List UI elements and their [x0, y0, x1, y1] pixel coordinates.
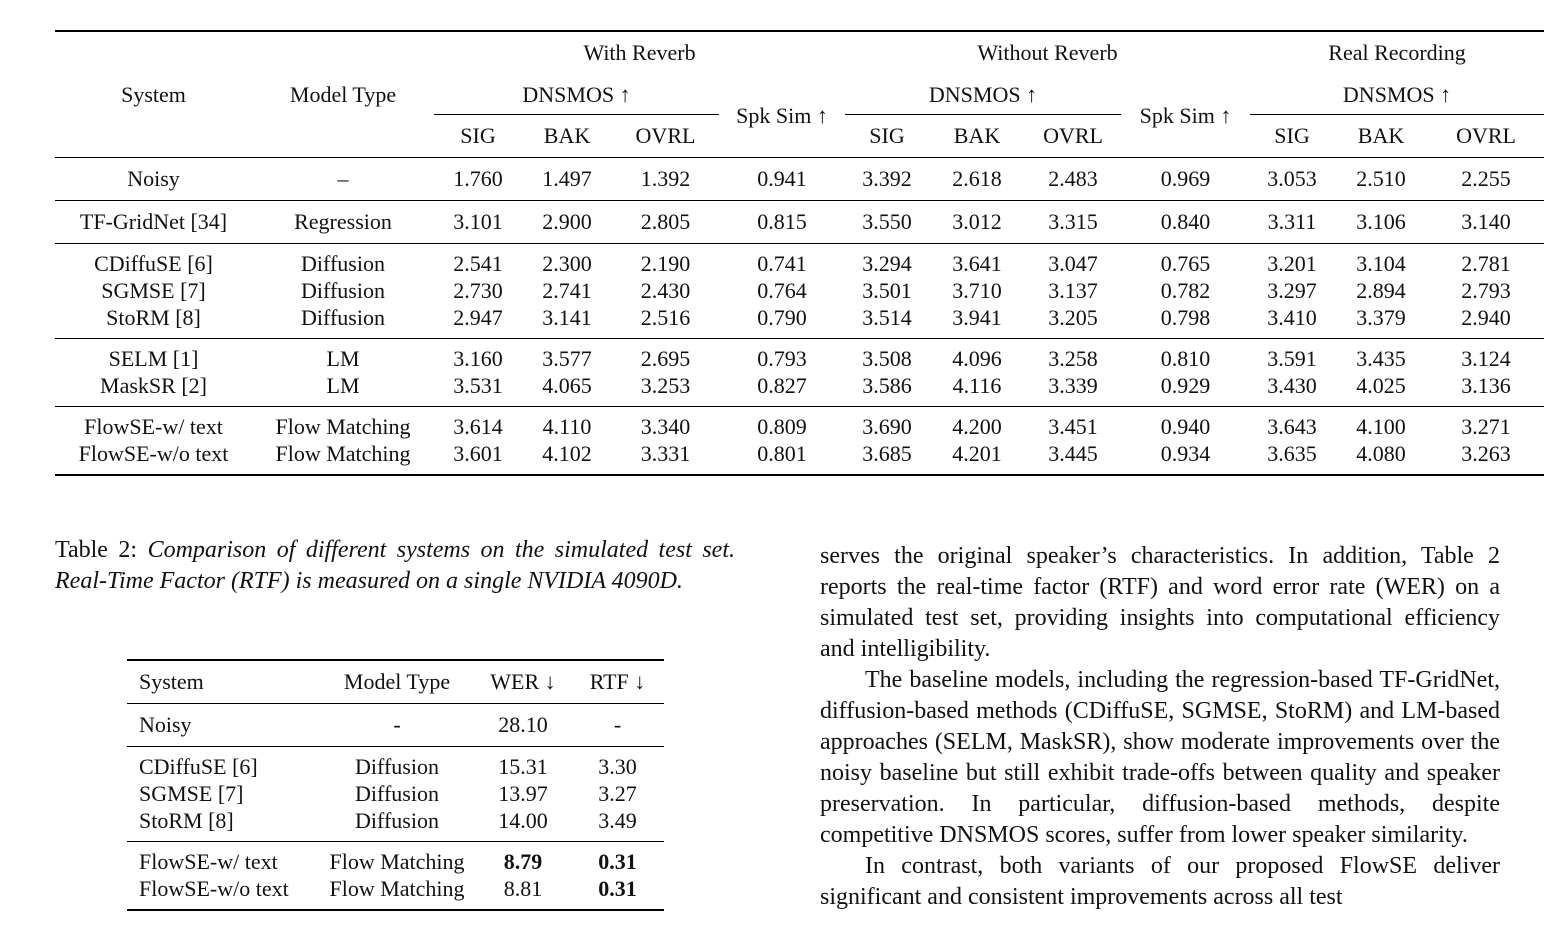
cell-value: 0.809 [719, 407, 845, 441]
cell-value: 4.100 [1334, 407, 1428, 441]
cell-value: 3.501 [862, 277, 912, 303]
header-without-reverb: Without Reverb [845, 31, 1250, 74]
cell-value: 2.781 [1428, 244, 1544, 278]
cell-value: 3.941 [952, 304, 1002, 330]
table-row [55, 244, 1544, 278]
table-row [127, 704, 664, 747]
cell-value: 4.116 [952, 372, 1002, 398]
cell-model-type: Diffusion [252, 244, 434, 278]
cell-value: 3.690 [845, 407, 929, 441]
cell-model-type: – [252, 158, 434, 201]
cell-value: 2.730 [453, 277, 503, 303]
cell-wer: 8.81 [475, 875, 571, 910]
cell-value: 2.947 [453, 304, 503, 330]
header-model-type: Model Type [252, 31, 434, 158]
table-row [127, 875, 664, 910]
cell-value: 3.641 [929, 244, 1025, 278]
cell-rtf: 0.31 [571, 842, 664, 876]
header-sig: SIG [1274, 123, 1310, 148]
cell-value: 3.550 [845, 201, 929, 244]
cell-value: 3.508 [845, 339, 929, 373]
cell-value: 2.541 [434, 244, 522, 278]
table-row [127, 780, 664, 807]
cell-value: 2.190 [612, 244, 719, 278]
header-with-reverb: With Reverb [434, 31, 845, 74]
header-real-recording: Real Recording [1250, 31, 1544, 74]
cell-value: 0.969 [1121, 158, 1250, 201]
cell-system: SGMSE [7] [139, 780, 244, 806]
cell-model-type: Diffusion [355, 807, 439, 833]
cell-value: 0.764 [757, 277, 807, 303]
cell-value: 3.053 [1250, 158, 1334, 201]
cell-model-type: Diffusion [301, 277, 385, 303]
cell-value: 4.065 [542, 372, 592, 398]
cell-value: 4.110 [522, 407, 612, 441]
cell-value: 4.025 [1356, 372, 1406, 398]
cell-value: 0.941 [719, 158, 845, 201]
cell-value: 3.012 [929, 201, 1025, 244]
cell-value: 3.137 [1048, 277, 1098, 303]
t2-header-system: System [127, 660, 319, 704]
cell-system: FlowSE-w/ text [55, 407, 252, 441]
cell-value: 2.695 [612, 339, 719, 373]
cell-value: 0.765 [1121, 244, 1250, 278]
header-ovrl: OVRL [1043, 123, 1103, 148]
cell-value: 2.510 [1334, 158, 1428, 201]
body-text-column [820, 541, 1500, 913]
header-sig: SIG [460, 123, 496, 148]
cell-value: 3.451 [1025, 407, 1121, 441]
cell-model-type: Flow Matching [319, 842, 475, 876]
cell-value: 2.255 [1428, 158, 1544, 201]
table-row [127, 842, 664, 876]
cell-system: StoRM [8] [106, 304, 201, 330]
cell-value: 3.140 [1428, 201, 1544, 244]
cell-value: 3.379 [1356, 304, 1406, 330]
cell-value: 0.782 [1160, 277, 1211, 303]
table-row [55, 158, 1544, 201]
cell-system: CDiffuSE [6] [55, 244, 252, 278]
cell-value: 3.643 [1250, 407, 1334, 441]
cell-value: 3.435 [1334, 339, 1428, 373]
table2-caption [55, 535, 735, 597]
cell-wer: 15.31 [475, 747, 571, 781]
cell-value: 3.445 [1025, 440, 1121, 475]
cell-rtf: 3.49 [598, 807, 637, 833]
cell-rtf: - [571, 704, 664, 747]
cell-value: 3.263 [1428, 440, 1544, 475]
t2-header-rtf: RTF ↓ [571, 660, 664, 704]
paragraph-2: The baseline models, including the regression-based TF-GridNet, diffusion-based methods (CDiffuSE, SGMSE, StoRM) and LM-based approaches (SELM, MaskSR), show moderate improvements over the noisy baseline but still exhibit trade-offs between quality and speaker preservation. In particular, diffusion-based methods, despite competitive DNSMOS scores, suffer from lower speaker similarity. [820, 667, 1500, 848]
cell-model-type: Flow Matching [252, 440, 434, 475]
cell-model-type: Diffusion [319, 747, 475, 781]
cell-value: 3.531 [453, 372, 503, 398]
cell-system: MaskSR [2] [100, 372, 207, 398]
cell-wer: 14.00 [498, 807, 548, 833]
cell-model-type: - [319, 704, 475, 747]
cell-value: 3.271 [1428, 407, 1544, 441]
header-bak: BAK [953, 123, 1001, 148]
header-ovrl: OVRL [1456, 123, 1516, 148]
header-system: System [55, 31, 252, 158]
cell-rtf: 3.30 [571, 747, 664, 781]
cell-value: 4.102 [522, 440, 612, 475]
table2-header-row [127, 660, 664, 704]
cell-value: 3.297 [1267, 277, 1317, 303]
table-row [55, 407, 1544, 441]
cell-value: 0.741 [719, 244, 845, 278]
table-row [127, 747, 664, 781]
cell-value: 2.805 [612, 201, 719, 244]
table-row [55, 201, 1544, 244]
cell-value: 0.810 [1121, 339, 1250, 373]
cell-value: 3.141 [542, 304, 592, 330]
paragraph-3: In contrast, both variants of our proposed FlowSE deliver significant and consistent improvements across all test [820, 853, 1500, 910]
cell-wer: 8.79 [475, 842, 571, 876]
cell-value: 2.741 [542, 277, 592, 303]
cell-value: 4.080 [1334, 440, 1428, 475]
header-dnsmos-real: DNSMOS ↑ [1250, 74, 1544, 115]
cell-value: 3.614 [434, 407, 522, 441]
cell-value: 3.410 [1267, 304, 1317, 330]
cell-value: 3.635 [1250, 440, 1334, 475]
cell-value: 3.101 [434, 201, 522, 244]
cell-value: 2.940 [1461, 304, 1511, 330]
cell-value: 0.840 [1121, 201, 1250, 244]
cell-system: FlowSE-w/o text [55, 440, 252, 475]
header-spk-sim-without-reverb: Spk Sim ↑ [1139, 102, 1232, 128]
header-dnsmos-without-reverb: DNSMOS ↑ [845, 74, 1121, 115]
cell-value: 3.106 [1334, 201, 1428, 244]
cell-value: 0.798 [1160, 304, 1211, 330]
cell-value: 3.392 [845, 158, 929, 201]
cell-value: 2.430 [640, 277, 691, 303]
cell-value: 3.253 [640, 372, 691, 398]
cell-rtf: 3.27 [598, 780, 637, 806]
cell-value: 2.894 [1356, 277, 1406, 303]
cell-value: 3.685 [845, 440, 929, 475]
results-table-main [55, 30, 1544, 476]
cell-value: 4.201 [929, 440, 1025, 475]
cell-value: 4.096 [929, 339, 1025, 373]
cell-value: 3.136 [1461, 372, 1511, 398]
cell-system: CDiffuSE [6] [127, 747, 319, 781]
cell-model-type: LM [326, 372, 360, 398]
cell-value: 3.311 [1250, 201, 1334, 244]
cell-value: 3.710 [952, 277, 1002, 303]
cell-wer: 13.97 [498, 780, 548, 806]
cell-value: 3.124 [1428, 339, 1544, 373]
cell-value: 3.315 [1025, 201, 1121, 244]
cell-value: 3.294 [845, 244, 929, 278]
cell-model-type: Diffusion [301, 304, 385, 330]
cell-value: 0.827 [757, 372, 807, 398]
cell-value: 1.760 [434, 158, 522, 201]
cell-value: 3.331 [612, 440, 719, 475]
cell-value: 3.591 [1250, 339, 1334, 373]
cell-system: StoRM [8] [139, 807, 234, 833]
cell-value: 3.430 [1267, 372, 1317, 398]
cell-value: 0.790 [757, 304, 807, 330]
cell-value: 3.160 [434, 339, 522, 373]
cell-value: 3.340 [612, 407, 719, 441]
cell-value: 3.104 [1334, 244, 1428, 278]
header-spk-sim-with-reverb: Spk Sim ↑ [736, 102, 828, 128]
t2-header-wer: WER ↓ [475, 660, 571, 704]
cell-wer: 28.10 [475, 704, 571, 747]
cell-model-type: Diffusion [355, 780, 439, 806]
cell-system: SGMSE [7] [101, 277, 206, 303]
cell-system: Noisy [55, 158, 252, 201]
header-ovrl: OVRL [635, 123, 696, 148]
cell-value: 4.200 [929, 407, 1025, 441]
cell-value: 1.497 [522, 158, 612, 201]
cell-value: 3.201 [1250, 244, 1334, 278]
results-table-rtf-wer [127, 659, 664, 911]
cell-value: 2.516 [640, 304, 691, 330]
cell-system: Noisy [127, 704, 319, 747]
cell-value: 0.934 [1121, 440, 1250, 475]
cell-value: 0.801 [719, 440, 845, 475]
header-bak: BAK [543, 123, 591, 148]
cell-system: SELM [1] [55, 339, 252, 373]
paragraph-1: serves the original speaker’s characteristics. In addition, Table 2 reports the real-time factor (RTF) and word error rate (WER) on a simulated test set, providing insights into computational efficiency and intelligibility. [820, 543, 1500, 662]
caption-label: Table 2: [55, 537, 138, 563]
cell-model-type: Flow Matching [252, 407, 434, 441]
cell-value: 3.577 [522, 339, 612, 373]
cell-value: 0.815 [719, 201, 845, 244]
cell-value: 1.392 [612, 158, 719, 201]
table-row [55, 372, 1544, 407]
cell-value: 2.300 [522, 244, 612, 278]
cell-rtf: 0.31 [571, 875, 664, 910]
table-row [55, 339, 1544, 373]
t2-header-model-type: Model Type [319, 660, 475, 704]
cell-value: 3.258 [1025, 339, 1121, 373]
cell-system: FlowSE-w/ text [127, 842, 319, 876]
cell-value: 3.047 [1025, 244, 1121, 278]
cell-value: 0.793 [719, 339, 845, 373]
header-dnsmos-with-reverb: DNSMOS ↑ [434, 74, 719, 115]
caption-text: Comparison of different systems on the simulated test set. Real-Time Factor (RTF) is measured on a single NVIDIA 4090D. [55, 537, 736, 594]
cell-value: 2.793 [1461, 277, 1511, 303]
table-row [55, 304, 1544, 339]
header-row-groups [55, 31, 1544, 74]
cell-value: 3.586 [862, 372, 912, 398]
cell-value: 3.205 [1048, 304, 1098, 330]
cell-value: 0.929 [1160, 372, 1211, 398]
cell-system: TF-GridNet [34] [55, 201, 252, 244]
cell-model-type: LM [252, 339, 434, 373]
table-row [55, 440, 1544, 475]
header-sig: SIG [869, 123, 905, 148]
cell-value: 2.900 [522, 201, 612, 244]
cell-model-type: Regression [252, 201, 434, 244]
cell-value: 0.940 [1121, 407, 1250, 441]
cell-value: 2.483 [1025, 158, 1121, 201]
cell-value: 3.339 [1048, 372, 1098, 398]
cell-value: 3.514 [862, 304, 912, 330]
table-row [127, 807, 664, 842]
cell-value: 3.601 [434, 440, 522, 475]
table-row [55, 277, 1544, 304]
cell-system: FlowSE-w/o text [127, 875, 319, 910]
cell-value: 2.618 [929, 158, 1025, 201]
cell-model-type: Flow Matching [319, 875, 475, 910]
header-bak: BAK [1357, 123, 1405, 148]
